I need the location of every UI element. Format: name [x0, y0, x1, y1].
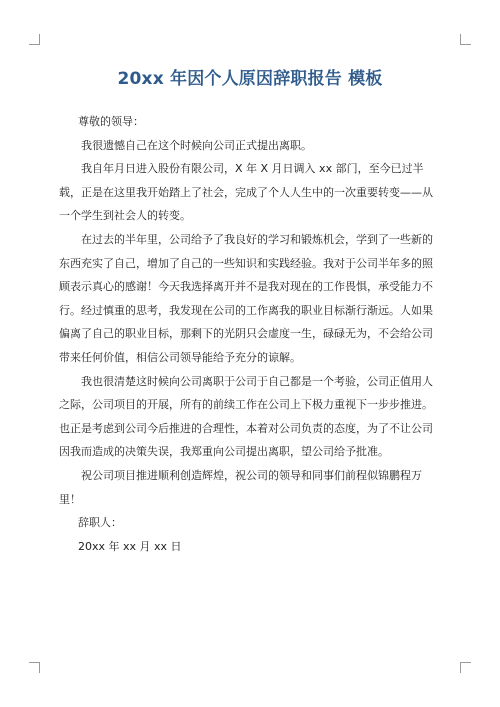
- paragraph-2: 我自年月日进入股份有限公司，X 年 X 月日调入 xx 部门，至今已过半载，正是在这里我开始踏上了社会，完成了个人人生中的一次重要转变——从一个学生到社会人的转变。: [59, 162, 433, 223]
- signature-date: 20xx 年 xx 月 xx 日: [78, 539, 182, 553]
- document-body: [59, 110, 443, 558]
- paragraph-5: 祝公司项目推进顺利创造辉煌，祝公司的领导和同事们前程似锦鹏程万里！: [59, 468, 422, 506]
- page-corner-mark-bottom-right: [460, 662, 471, 673]
- paragraph-3: 在过去的半年里，公司给予了我良好的学习和锻炼机会，学到了一些新的东西充实了自己，增加了自己的一些知识和实践经验。我对于公司半年多的照顾表示真心的感谢！今天我选择离开并不是我对现在的工作畏惧，承受能力不行。经过慎重的思考，我发现在公司的工作离我的职业目标渐行渐远。人如果偏离了自己的职业目标，那剩下的光阴只会虚度一生，碌碌无为，不会给公司带来任何价值，相信公司领导能给予充分的谅解。: [59, 232, 433, 364]
- paragraph-1: 我很遗憾自己在这个时候向公司正式提出离职。: [81, 138, 312, 152]
- salutation: 尊敬的领导：: [78, 115, 144, 128]
- document-title: 20xx 年因个人原因辞职报告 模板: [117, 69, 383, 89]
- paragraph-4: 我也很清楚这时候向公司离职于公司于自己都是一个考验，公司正值用人之际，公司项目的开展，所有的前续工作在公司上下极力重视下一步步推进。也正是考虑到公司今后推进的合理性，本着对公司负责的态度，为了不让公司因我而造成的决策失误，我郑重向公司提出离职，望公司给予批准。: [59, 374, 433, 459]
- page-corner-mark-top-left: [29, 34, 40, 45]
- page-corner-mark-top-right: [460, 34, 471, 45]
- page-corner-mark-bottom-left: [29, 662, 40, 673]
- signer-label: 辞职人：: [78, 516, 122, 530]
